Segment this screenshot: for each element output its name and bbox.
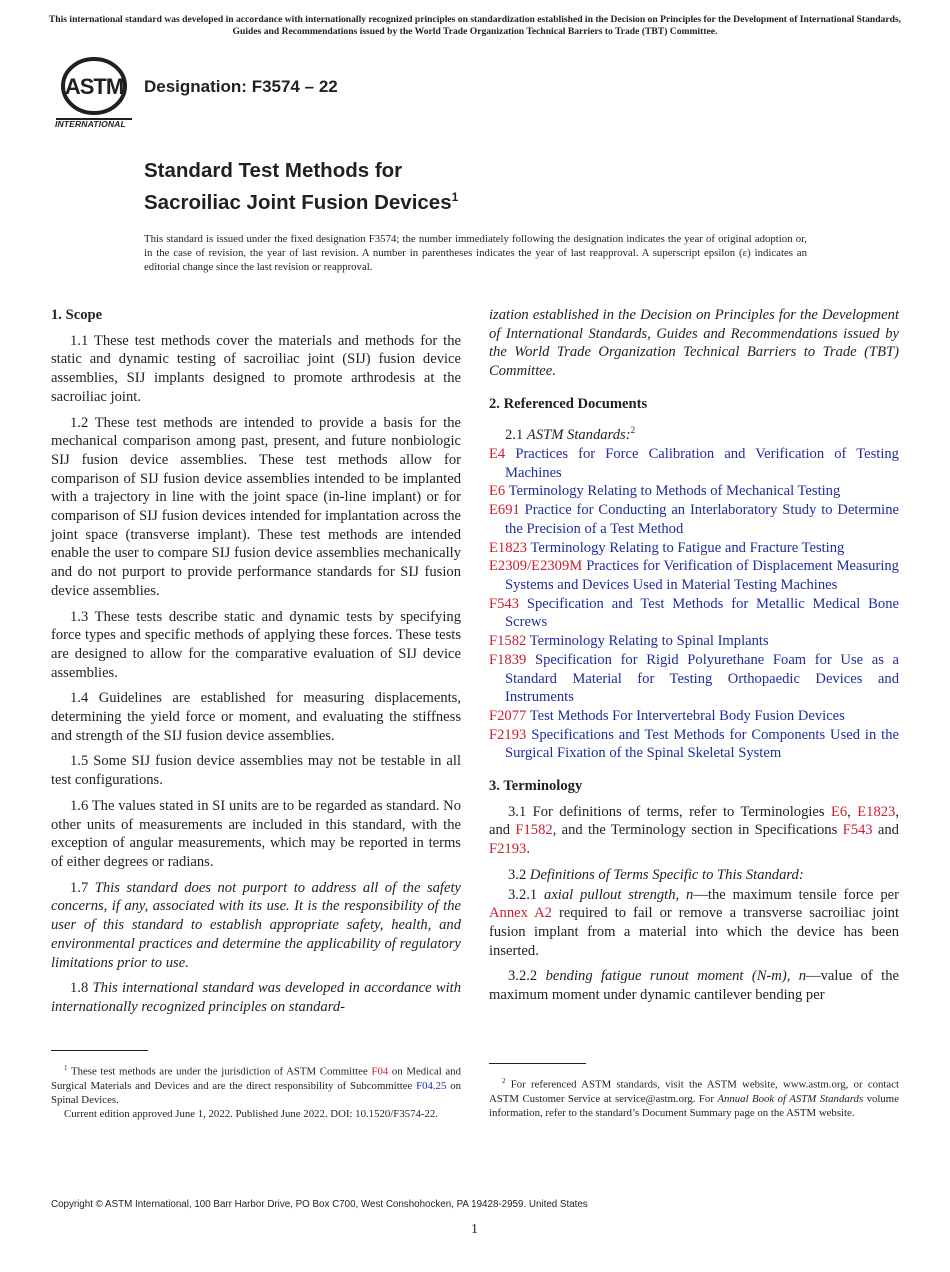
ref-link-f543[interactable]: F543 xyxy=(842,822,873,839)
footnote-rule xyxy=(489,1063,586,1064)
ref-link-f1582[interactable]: F1582 xyxy=(515,822,553,839)
title-line-1: Standard Test Methods for xyxy=(144,159,403,182)
ref-code-link[interactable]: F543 xyxy=(489,595,520,612)
terminology-3-1-end: . xyxy=(526,841,530,858)
ref-title-link[interactable]: Practices for Force Calibration and Verification of Testing Machines xyxy=(505,446,899,481)
terminology-3-2-title: Definitions of Terms Specific to This Standard: xyxy=(529,866,804,883)
terminology-3-2-2 xyxy=(489,967,899,1004)
designation-code: F3574 xyxy=(251,77,300,96)
footnote-1 xyxy=(51,1050,461,1121)
ref-title-link[interactable]: Specification for Rigid Polyurethane Foam for Use as a Standard Material for Testing Orthopaedic Devices and Instruments xyxy=(505,651,899,706)
footnote-1-mark: 1 xyxy=(64,1064,68,1072)
footnote-1-text-b: on Medical and Surgical Materials and Devices and are the direct responsibility of Subcommittee xyxy=(51,1065,461,1092)
terminology-3-2 xyxy=(489,866,899,885)
terminology-3-1-text-a: 3.1 For definitions of terms, refer to Terminologies xyxy=(508,803,825,820)
referenced-documents-list xyxy=(489,445,899,763)
designation xyxy=(144,77,338,97)
scope-1-8 xyxy=(51,979,461,1016)
left-column xyxy=(51,306,461,1017)
designation-label: Designation: xyxy=(144,77,247,96)
ref-title-link[interactable]: Terminology Relating to Spinal Implants xyxy=(529,633,769,650)
ref-item xyxy=(489,445,899,482)
terminology-3-2-2-num: 3.2.2 xyxy=(508,968,538,985)
footnote-1-edition: Current edition approved June 1, 2022. Published June 2022. DOI: 10.1520/F3574-22. xyxy=(64,1108,438,1121)
terminology-3-2-1 xyxy=(489,886,899,961)
terminology-heading: 3. Terminology xyxy=(489,778,583,795)
footnote-2 xyxy=(489,1063,899,1120)
terminology-3-1-sep-1: , xyxy=(847,803,851,820)
footnote-2-italic: Annual Book of ASTM Standards xyxy=(717,1092,864,1105)
scope-heading: 1. Scope xyxy=(51,307,103,323)
terminology-3-2-1-text-b: required to fail or remove a transverse sacroiliac joint fusion implant from a material into which the device has been inserted. xyxy=(489,905,899,959)
logo-wordmark: INTERNATIONAL xyxy=(55,119,126,129)
scope-1-1: 1.1 These test methods cover the materials and methods for the static and dynamic testing of sacroiliac joint (SIJ) fusion device assemblies, SIJ implants designed to promote arthrodesis at the sacroiliac joint. xyxy=(51,332,461,405)
scope-1-6: 1.6 The values stated in SI units are to be regarded as standard. No other units of measurements are included in this standard, with the exception of angular measurements, which may be reported in terms of either degrees or radians. xyxy=(51,797,461,870)
ref-title-link[interactable]: Specifications and Test Methods for Components Used in the Surgical Fixation of the Spinal Skeletal System xyxy=(505,726,900,762)
ref-code-link[interactable]: F2077 xyxy=(489,707,527,724)
ref-title-link[interactable]: Practices for Verification of Displacement Measuring Systems and Devices Used in Material Testing Machines xyxy=(505,558,899,593)
terminology-3-1-sep-2: , and xyxy=(489,803,899,839)
terminology-3-2-num: 3.2 xyxy=(508,866,527,883)
astm-standards-footnote-mark: 2 xyxy=(630,424,636,435)
ref-link-f2193[interactable]: F2193 xyxy=(489,841,527,858)
terminology-3-2-1-text-a: —the maximum tensile force per xyxy=(693,886,899,903)
referenced-documents-heading: 2. Referenced Documents xyxy=(489,395,648,412)
ref-code-link[interactable]: E6 xyxy=(489,483,506,500)
scope-1-7 xyxy=(51,879,461,973)
title-footnote-mark: 1 xyxy=(451,190,459,204)
ref-code-link[interactable]: F1839 xyxy=(489,651,527,668)
terminology-3-1 xyxy=(489,803,899,859)
footnote-2-mark: 2 xyxy=(502,1077,506,1085)
ref-code-link[interactable]: F2193 xyxy=(489,726,527,743)
astm-standards-num: 2.1 xyxy=(505,426,524,443)
ref-item xyxy=(489,501,899,538)
astm-standards-title: ASTM Standards: xyxy=(526,426,631,443)
copyright-line: Copyright © ASTM International, 100 Barr Harbor Drive, PO Box C700, West Conshohocken, PA 19428-2959. United States xyxy=(51,1199,588,1210)
ref-code-link[interactable]: E2309/E2309M xyxy=(489,558,583,575)
designation-year: 22 xyxy=(318,77,338,96)
terminology-3-1-and: and xyxy=(877,822,899,839)
ref-link-e1823[interactable]: E1823 xyxy=(857,803,896,820)
terminology-3-2-2-term: bending fatigue runout moment (N-m), n xyxy=(545,968,807,985)
ref-code-link[interactable]: E4 xyxy=(489,446,506,463)
astm-standards-subheading xyxy=(489,421,899,445)
footnote-1-text-a: These test methods are under the jurisdiction of ASTM Committee xyxy=(70,1065,368,1078)
ref-link-annex-a2[interactable]: Annex A2 xyxy=(489,905,552,922)
ref-item xyxy=(489,482,899,501)
scope-1-7-num: 1.7 xyxy=(70,879,89,896)
tbt-notice: This international standard was developed in accordance with internationally recognized principles on standardization established in the Decision on Principles for the Development of International Standards, Guides and Recommendations issued by the World Trade Organization Technical Barriers to Trade (TBT) Committee. xyxy=(48,14,902,37)
title-line-2: Sacroiliac Joint Fusion Devices xyxy=(144,191,452,214)
logo-letters: ASTM xyxy=(64,74,124,99)
right-column xyxy=(489,306,899,1005)
scope-1-4: 1.4 Guidelines are established for measuring displacements, determining the yield force or moment, and evaluating the stiffness and strength of the SIJ fusion device assemblies. xyxy=(51,690,461,744)
terminology-3-1-text-b: , and the Terminology section in Specifications xyxy=(552,822,838,839)
ref-title-link[interactable]: Terminology Relating to Methods of Mechanical Testing xyxy=(508,483,841,500)
scope-1-8-text-a: This international standard was developed in accordance with internationally recognized principles on standard- xyxy=(51,980,462,1015)
ref-title-link[interactable]: Specification and Test Methods for Metallic Medical Bone Screws xyxy=(505,595,899,631)
scope-1-8-num: 1.8 xyxy=(70,980,89,997)
astm-logo xyxy=(54,56,134,132)
ref-item xyxy=(489,707,899,726)
ref-item xyxy=(489,595,899,632)
footnote-rule xyxy=(51,1050,148,1051)
ref-link-e6[interactable]: E6 xyxy=(830,803,848,820)
scope-1-3: 1.3 These tests describe static and dynamic tests by specifying force types and specific methods of applying these forces. These tests are designed to allow for the comparative evaluation of SIJ device assemblies. xyxy=(51,608,461,681)
preamble: This standard is issued under the fixed designation F3574; the number immediately following the designation indicates the year of original adoption or, in the case of revision, the year of last revision. A number in parentheses indicates the year of last reapproval. A superscript epsilon (ε) indicates an editorial change since the last revision or reapproval. xyxy=(144,233,807,274)
ref-item xyxy=(489,632,899,651)
document-title xyxy=(144,158,458,216)
footnote-1-text-c: on Spinal Devices. xyxy=(51,1079,461,1106)
terminology-3-2-1-num: 3.2.1 xyxy=(508,886,538,903)
ref-code-link[interactable]: E691 xyxy=(489,502,520,519)
designation-dash: – xyxy=(304,77,315,96)
scope-1-8-continued: ization established in the Decision on Principles for the Development of International Standards, Guides and Recommendations issued by the World Trade Organization Technical Barriers to Trade (TBT) Committee. xyxy=(489,307,899,380)
ref-item xyxy=(489,539,899,558)
scope-1-5: 1.5 Some SIJ fusion device assemblies may not be testable in all test configurations. xyxy=(51,753,461,789)
terminology-3-2-2-text-a: —value of the maximum moment under dynamic cantilever bending per xyxy=(489,968,899,1004)
ref-link-f04[interactable]: F04 xyxy=(371,1065,389,1078)
ref-title-link[interactable]: Practice for Conducting an Interlaboratory Study to Determine the Precision of a Test Method xyxy=(505,502,900,537)
ref-link-f04-25[interactable]: F04.25 xyxy=(416,1079,447,1092)
scope-1-7-text: This standard does not purport to address all of the safety concerns, if any, associated with its use. It is the responsibility of the user of this standard to establish appropriate safety, health, and environmental practices and determine the applicability of regulatory limitations prior to use. xyxy=(51,879,461,971)
ref-title-link[interactable]: Terminology Relating to Fatigue and Fracture Testing xyxy=(530,539,845,556)
ref-item xyxy=(489,726,899,763)
terminology-3-2-1-term: axial pullout strength, n xyxy=(544,886,694,903)
footnote-2-text-b: volume information, refer to the standard’s Document Summary page on the ASTM website. xyxy=(489,1092,899,1119)
ref-code-link[interactable]: F1582 xyxy=(489,633,527,650)
scope-1-2: 1.2 These test methods are intended to provide a basis for the mechanical comparison among past, present, and future nonbiologic SIJ fusion device assemblies. These test methods allow for comparison of SIJ fusion device assemblies intended to be implanted with a trajectory in line with the joint space (in-line implant) or for comparison of SIJ fusion devices intended for implantation across the joint space (transverse implant). These test methods are intended enable the user to compare SIJ fusion device assemblies mechanically and do not purport to provide performance standards for SIJ fusion device assemblies. xyxy=(51,414,461,599)
ref-item xyxy=(489,651,899,707)
ref-title-link[interactable]: Test Methods For Intervertebral Body Fusion Devices xyxy=(529,707,845,724)
ref-code-link[interactable]: E1823 xyxy=(489,539,528,556)
footnote-2-text-a: For referenced ASTM standards, visit the ASTM website, www.astm.org, or contact ASTM Customer Service at service@astm.org. For xyxy=(489,1078,899,1105)
ref-item xyxy=(489,557,899,594)
page-number: 1 xyxy=(471,1222,478,1237)
